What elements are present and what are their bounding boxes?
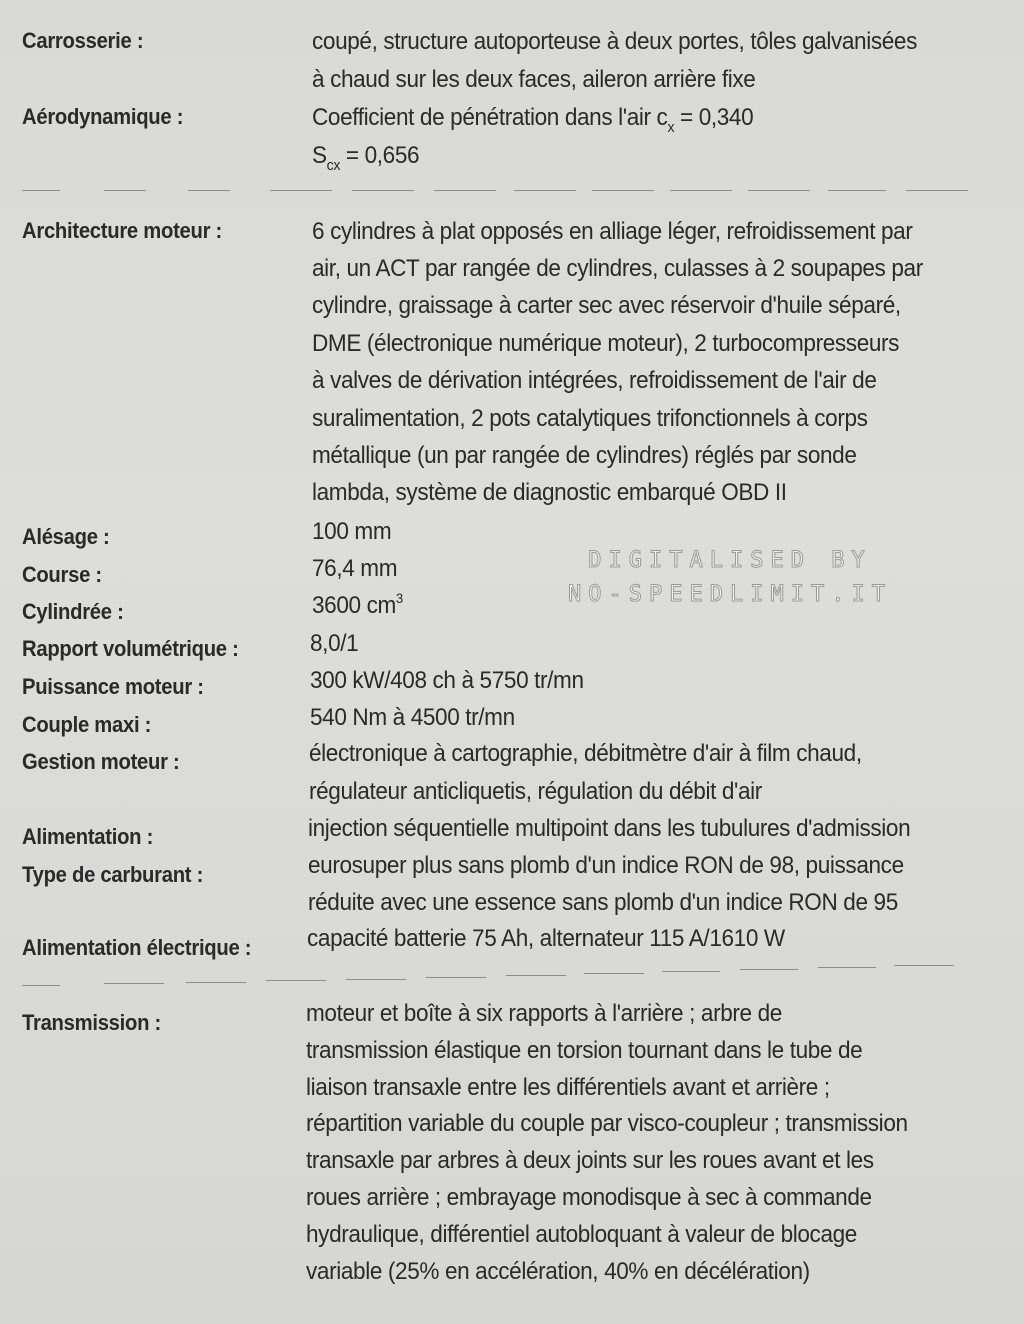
electrique-value: capacité batterie 75 Ah, alternateur 115 A/1610 W xyxy=(307,925,785,952)
label-puissance-moteur: Puissance moteur : xyxy=(22,674,204,699)
carrosserie-line-1: coupé, structure autoporteuse à deux portes, tôles galvanisées xyxy=(312,28,918,55)
transmission-line-1: moteur et boîte à six rapports à l'arrière ; arbre de xyxy=(306,1000,782,1027)
transmission-line-8: variable (25% en accélération, 40% en décélération) xyxy=(306,1258,810,1285)
carburant-line-2: réduite avec une essence sans plomb d'un indice RON de 95 xyxy=(308,889,898,916)
architecture-line-4: DME (électronique numérique moteur), 2 turbocompresseurs xyxy=(312,330,900,357)
alimentation-value: injection séquentielle multipoint dans les tubulures d'admission xyxy=(308,815,911,842)
scx-value: = 0,656 xyxy=(340,142,420,169)
scx-text: S xyxy=(312,142,327,169)
architecture-line-2: air, un ACT par rangée de cylindres, culasses à 2 soupapes par xyxy=(312,255,923,282)
aerodynamique-line-1 xyxy=(312,104,754,136)
architecture-line-8: lambda, système de diagnostic embarqué OBD II xyxy=(312,479,787,506)
puissance-value: 300 kW/408 ch à 5750 tr/mn xyxy=(310,667,584,694)
gestion-line-1: électronique à cartographie, débitmètre d'air à film chaud, xyxy=(309,740,862,767)
cx-text: Coefficient de pénétration dans l'air c xyxy=(312,104,668,131)
couple-value: 540 Nm à 4500 tr/mn xyxy=(310,704,515,731)
course-value: 76,4 mm xyxy=(312,555,398,582)
architecture-line-7: métallique (un par rangée de cylindres) réglés par sonde xyxy=(312,442,857,469)
cx-value: = 0,340 xyxy=(674,104,754,131)
label-alesage: Alésage : xyxy=(22,524,110,549)
label-alimentation: Alimentation : xyxy=(22,824,154,849)
transmission-line-6: roues arrière ; embrayage monodisque à sec à commande xyxy=(306,1184,872,1211)
label-architecture-moteur: Architecture moteur : xyxy=(22,218,223,243)
alesage-value: 100 mm xyxy=(312,518,392,545)
transmission-line-2: transmission élastique en torsion tournant dans le tube de xyxy=(306,1037,863,1064)
carrosserie-line-2: à chaud sur les deux faces, aileron arrière fixe xyxy=(312,66,756,93)
label-carrosserie: Carrosserie : xyxy=(22,28,144,53)
architecture-line-6: suralimentation, 2 pots catalytiques trifonctionnels à corps xyxy=(312,405,868,432)
watermark-line-1: DIGITALISED BY xyxy=(588,548,872,573)
architecture-line-5: à valves de dérivation intégrées, refroidissement de l'air de xyxy=(312,367,877,394)
architecture-line-1: 6 cylindres à plat opposés en alliage léger, refroidissement par xyxy=(312,218,913,245)
label-cylindree: Cylindrée : xyxy=(22,599,124,624)
label-couple-maxi: Couple maxi : xyxy=(22,712,152,737)
label-type-carburant: Type de carburant : xyxy=(22,862,204,887)
label-course: Course : xyxy=(22,562,102,587)
architecture-line-3: cylindre, graissage à carter sec avec réservoir d'huile séparé, xyxy=(312,292,901,319)
carburant-line-1: eurosuper plus sans plomb d'un indice RON de 98, puissance xyxy=(308,852,904,879)
label-transmission: Transmission : xyxy=(22,1010,161,1035)
label-rapport-volumetrique: Rapport volumétrique : xyxy=(22,636,239,661)
transmission-line-5: transaxle par arbres à deux joints sur les roues avant et les xyxy=(306,1147,874,1174)
cylindree-text: 3600 cm xyxy=(312,592,396,619)
rapport-value: 8,0/1 xyxy=(310,630,359,657)
watermark-line-2: NO-SPEEDLIMIT.IT xyxy=(568,582,892,607)
aerodynamique-line-2 xyxy=(312,142,420,174)
transmission-line-3: liaison transaxle entre les différentiels avant et arrière ; xyxy=(306,1074,830,1101)
scx-subscript: cx xyxy=(326,157,341,174)
label-gestion-moteur: Gestion moteur : xyxy=(22,749,180,774)
cylindree-value xyxy=(312,592,403,620)
gestion-line-2: régulateur anticliquetis, régulation du débit d'air xyxy=(309,778,762,805)
transmission-line-7: hydraulique, différentiel autobloquant à valeur de blocage xyxy=(306,1221,857,1248)
cx-subscript: x xyxy=(667,119,675,136)
label-alimentation-electrique: Alimentation électrique : xyxy=(22,935,252,960)
transmission-line-4: répartition variable du couple par visco-coupleur ; transmission xyxy=(306,1110,908,1137)
cylindree-superscript: 3 xyxy=(395,590,403,606)
label-aerodynamique: Aérodynamique : xyxy=(22,104,184,129)
